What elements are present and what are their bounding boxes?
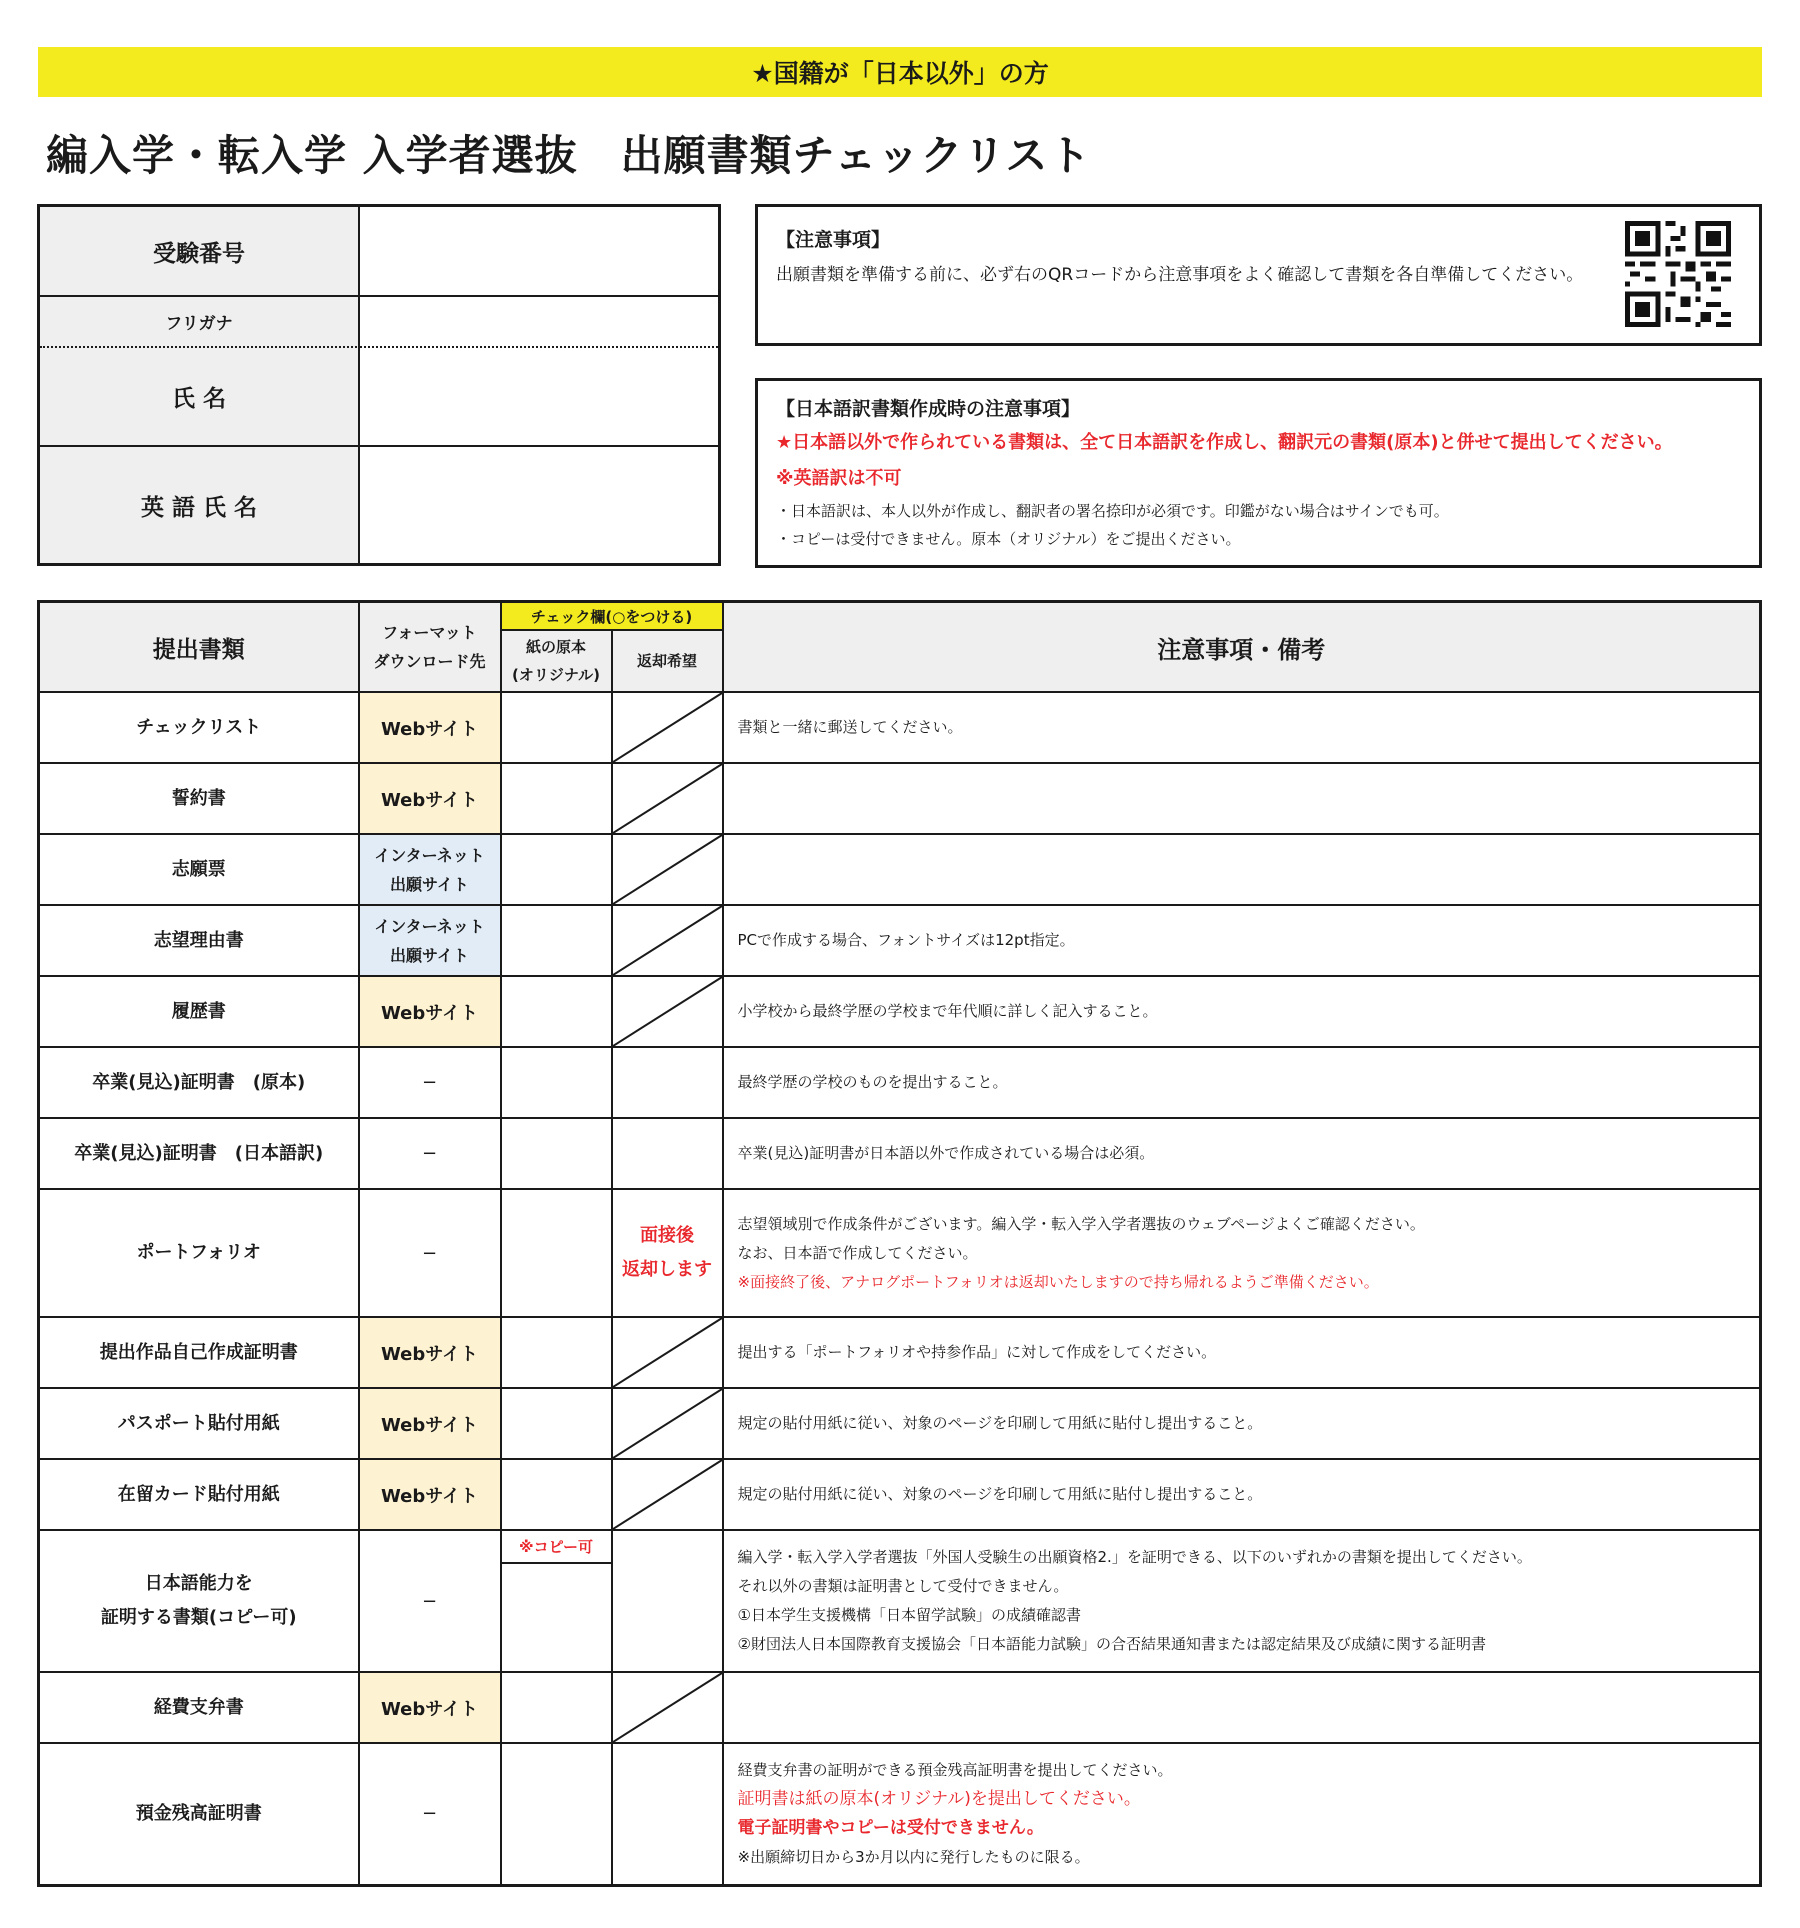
return-line2: 返却します	[622, 1259, 712, 1280]
doc-name: 預金残高証明書	[39, 1743, 359, 1885]
doc-name: パスポート貼付用紙	[39, 1388, 359, 1459]
translation-notice-heading: 【日本語訳書類作成時の注意事項】	[776, 398, 1081, 420]
return-cell-na	[612, 692, 723, 763]
return-cell-na	[612, 763, 723, 834]
original-check-cell[interactable]	[501, 1743, 612, 1885]
original-check-cell[interactable]	[501, 1118, 612, 1189]
original-check-cell[interactable]	[501, 976, 612, 1047]
header-format	[359, 602, 501, 693]
header-original-line2: (オリジナル)	[512, 666, 600, 684]
doc-name-line2: 証明する書類(コピー可)	[100, 1607, 297, 1628]
notice-box	[755, 204, 1762, 346]
return-cell-na	[612, 1317, 723, 1388]
format-line2: 出願サイト	[390, 874, 469, 894]
note-line4: ※出願締切日から3か月以内に発行したものに限る。	[737, 1847, 1090, 1866]
table-row	[39, 1118, 1761, 1189]
doc-name: 誓約書	[39, 763, 359, 834]
copy-allowed-tag: ※コピー可	[502, 1531, 611, 1564]
return-check-cell[interactable]	[612, 1743, 723, 1885]
doc-name: 志望理由書	[39, 905, 359, 976]
table-row	[39, 834, 1761, 905]
format-none: −	[359, 1530, 501, 1672]
doc-note: 最終学歴の学校のものを提出すること。	[723, 1047, 1761, 1118]
format-link[interactable]: Webサイト	[359, 1672, 501, 1743]
doc-note	[723, 834, 1761, 905]
format-link[interactable]: Webサイト	[359, 1317, 501, 1388]
english-not-allowed: ※英語訳は不可	[776, 468, 902, 489]
table-row	[39, 1189, 1761, 1317]
original-check-cell[interactable]	[501, 905, 612, 976]
return-cell-na	[612, 1388, 723, 1459]
name-field[interactable]	[360, 348, 718, 447]
return-cell-na	[612, 1459, 723, 1530]
original-check-cell[interactable]	[501, 692, 612, 763]
exam-number-label: 受験番号	[40, 207, 360, 297]
doc-name: 在留カード貼付用紙	[39, 1459, 359, 1530]
doc-note	[723, 1189, 1761, 1317]
doc-note: 卒業(見込)証明書が日本語以外で作成されている場合は必須。	[723, 1118, 1761, 1189]
header-format-line1: フォーマット	[382, 623, 477, 642]
doc-note	[723, 763, 1761, 834]
note-line2: 証明書は紙の原本(オリジナル)を提出してください。	[737, 1788, 1141, 1809]
table-row	[39, 1317, 1761, 1388]
note-line3: 電子証明書やコピーは受付できません。	[737, 1817, 1044, 1838]
translation-bullet-1: ・日本語訳は、本人以外が作成し、翻訳者の署名捺印が必須です。印鑑がない場合はサインでも可。	[776, 502, 1449, 520]
doc-note	[723, 1672, 1761, 1743]
doc-name: 提出作品自己作成証明書	[39, 1317, 359, 1388]
exam-number-field[interactable]	[360, 207, 718, 297]
return-line1: 面接後	[640, 1225, 694, 1246]
header-original-line1: 紙の原本	[525, 638, 586, 656]
format-line1: インターネット	[374, 845, 485, 865]
table-row	[39, 1743, 1761, 1885]
note-line4: ②財団法人日本国際教育支援協会「日本語能力試験」の合否結果通知書または認定結果及び成績に関する証明書	[737, 1635, 1486, 1653]
format-none: −	[359, 1047, 501, 1118]
original-check-cell[interactable]	[501, 1672, 612, 1743]
format-link[interactable]	[359, 905, 501, 976]
doc-note: 規定の貼付用紙に従い、対象のページを印刷して用紙に貼付し提出すること。	[723, 1388, 1761, 1459]
furigana-label: フリガナ	[40, 297, 360, 348]
table-row	[39, 1672, 1761, 1743]
format-none: −	[359, 1743, 501, 1885]
header-document: 提出書類	[39, 602, 359, 693]
return-check-cell[interactable]	[612, 1118, 723, 1189]
page-title: 編入学・転入学 入学者選抜 出願書類チェックリスト	[46, 131, 1092, 180]
table-row	[39, 1047, 1761, 1118]
doc-name: 卒業(見込)証明書 (原本)	[39, 1047, 359, 1118]
translation-requirement: ★日本語以外で作られている書類は、全て日本語訳を作成し、翻訳元の書類(原本)と併せて提出してください。	[776, 432, 1673, 453]
format-link[interactable]: Webサイト	[359, 1388, 501, 1459]
format-link[interactable]: Webサイト	[359, 692, 501, 763]
doc-name: チェックリスト	[39, 692, 359, 763]
table-row	[39, 976, 1761, 1047]
note-line2: なお、日本語で作成してください。	[737, 1243, 978, 1262]
format-line1: インターネット	[374, 916, 485, 936]
translation-bullet-2: ・コピーは受付できません。原本（オリジナル）をご提出ください。	[776, 530, 1241, 548]
return-check-cell[interactable]	[612, 1047, 723, 1118]
doc-note	[723, 1530, 1761, 1672]
doc-name: ポートフォリオ	[39, 1189, 359, 1317]
return-cell-na	[612, 976, 723, 1047]
doc-note: 小学校から最終学歴の学校まで年代順に詳しく記入すること。	[723, 976, 1761, 1047]
doc-note: 書類と一緒に郵送してください。	[723, 692, 1761, 763]
format-line2: 出願サイト	[390, 945, 469, 965]
notice-heading: 【注意事項】	[776, 229, 891, 251]
note-line1: 経費支弁書の証明ができる預金残高証明書を提出してください。	[737, 1760, 1173, 1779]
original-check-cell[interactable]	[501, 1047, 612, 1118]
note-line2: それ以外の書類は証明書として受付できません。	[737, 1577, 1069, 1595]
english-name-field[interactable]	[360, 447, 718, 563]
note-line1: 編入学・転入学入学者選抜「外国人受験生の出願資格2.」を証明できる、以下のいずれかの書類を提出してください。	[737, 1548, 1532, 1566]
header-notes: 注意事項・備考	[723, 602, 1761, 693]
doc-name: 志願票	[39, 834, 359, 905]
doc-note: 規定の貼付用紙に従い、対象のページを印刷して用紙に貼付し提出すること。	[723, 1459, 1761, 1530]
doc-name-line1: 日本語能力を	[144, 1573, 253, 1594]
return-check-cell[interactable]	[612, 1530, 723, 1672]
format-link[interactable]: Webサイト	[359, 1459, 501, 1530]
english-name-label: 英 語 氏 名	[40, 447, 360, 563]
original-check-cell[interactable]	[501, 1530, 612, 1672]
doc-note: PCで作成する場合、フォントサイズは12pt指定。	[723, 905, 1761, 976]
table-row	[39, 692, 1761, 763]
document-checklist-table	[37, 600, 1762, 1887]
format-link[interactable]	[359, 834, 501, 905]
doc-note	[723, 1743, 1761, 1885]
original-check-cell[interactable]	[501, 1189, 612, 1317]
table-row	[39, 1459, 1761, 1530]
header-check: チェック欄(○をつける)	[501, 602, 723, 631]
furigana-field[interactable]	[360, 297, 718, 348]
doc-name: 履歴書	[39, 976, 359, 1047]
notice-text: 出願書類を準備する前に、必ず右のQRコードから注意事項をよく確認して書類を各自準備してください。	[776, 265, 1584, 285]
translation-notice-box	[755, 378, 1762, 568]
applicant-info-box	[37, 204, 721, 566]
original-check-cell[interactable]	[501, 763, 612, 834]
original-check-cell[interactable]	[501, 1388, 612, 1459]
name-label: 氏 名	[40, 348, 360, 447]
doc-name: 経費支弁書	[39, 1672, 359, 1743]
doc-name	[39, 1530, 359, 1672]
table-row	[39, 1530, 1761, 1672]
note-line3: ①日本学生支援機構「日本留学試験」の成績確認書	[737, 1606, 1081, 1624]
format-link[interactable]: Webサイト	[359, 976, 501, 1047]
doc-note: 提出する「ポートフォリオや持参作品」に対して作成をしてください。	[723, 1317, 1761, 1388]
note-line3: ※面接終了後、アナログポートフォリオは返却いたしますので持ち帰れるようご準備ください。	[737, 1272, 1379, 1291]
doc-name: 卒業(見込)証明書 (日本語訳)	[39, 1118, 359, 1189]
note-line1: 志望領域別で作成条件がございます。編入学・転入学入学者選抜のウェブページよくご確認ください。	[737, 1214, 1425, 1233]
return-cell-na	[612, 1672, 723, 1743]
table-row	[39, 763, 1761, 834]
header-return: 返却希望	[612, 630, 723, 692]
original-check-cell[interactable]	[501, 1317, 612, 1388]
format-link[interactable]: Webサイト	[359, 763, 501, 834]
return-cell-na	[612, 905, 723, 976]
return-cell-na	[612, 834, 723, 905]
header-original	[501, 630, 612, 692]
return-after-interview	[612, 1189, 723, 1317]
original-check-cell[interactable]	[501, 834, 612, 905]
format-none: −	[359, 1118, 501, 1189]
table-row	[39, 1388, 1761, 1459]
original-check-cell[interactable]	[501, 1459, 612, 1530]
format-none: −	[359, 1189, 501, 1317]
qr-code-icon[interactable]	[1625, 221, 1731, 327]
nationality-banner: ★国籍が「日本以外」の方	[38, 47, 1762, 97]
table-row	[39, 905, 1761, 976]
header-format-line2: ダウンロード先	[373, 652, 486, 671]
